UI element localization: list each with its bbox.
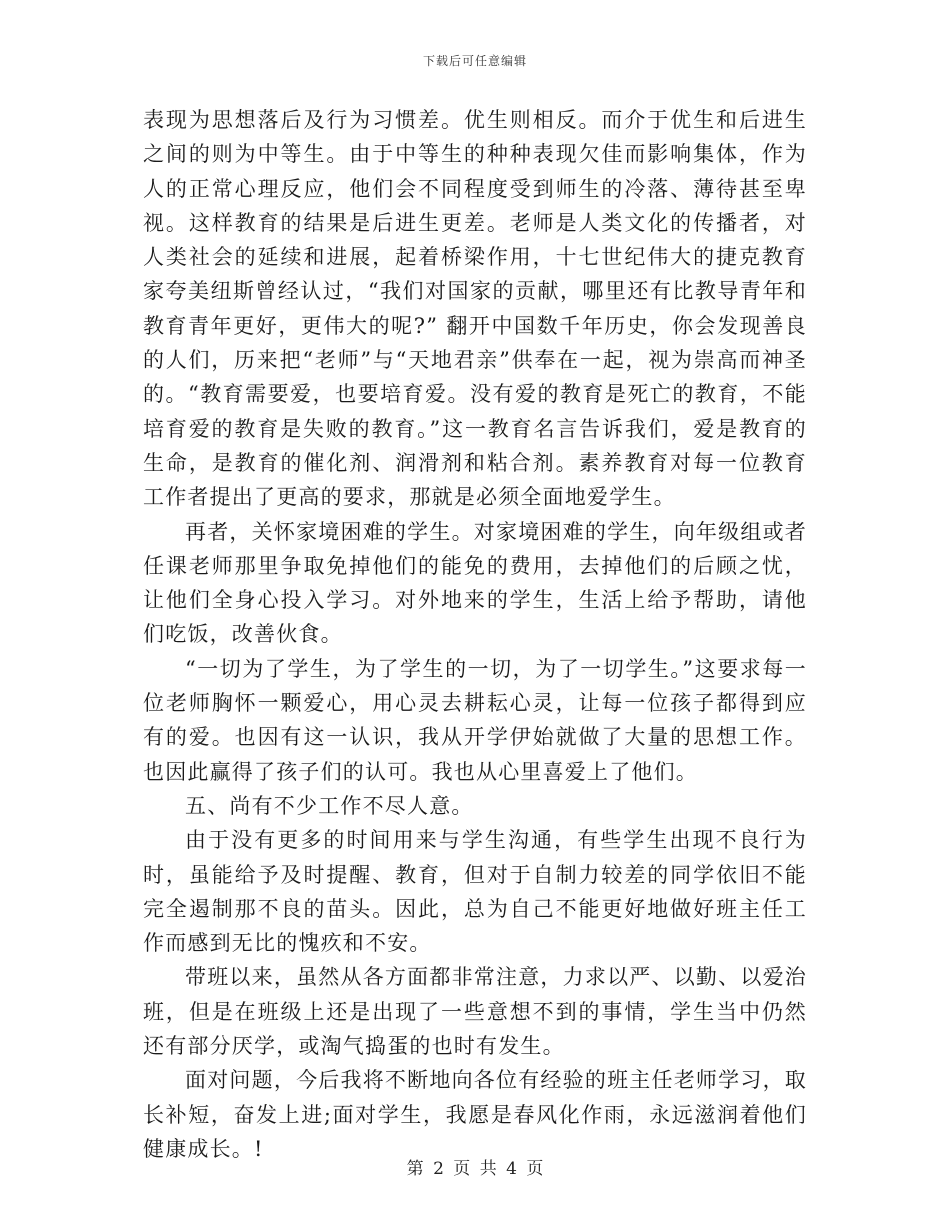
paragraph-4: 由于没有更多的时间用来与学生沟通，有些学生出现不良行为时，虽能给予及时提醒、教育，但对于自制力较差的同学依旧不能完全遏制那不良的苗头。因此，总为自己不能更好地做好班主任工作而感到无比的愧疚和不安。 (143, 828, 807, 956)
paragraph-1: 表现为思想落后及行为习惯差。优生则相反。而介于优生和后进生之间的则为中等生。由于中等生的种种表现欠佳而影响集体，作为人的正常心理反应，他们会不同程度受到师生的冷落、薄待甚至卑视。这样教育的结果是后进生更差。老师是人类文化的传播者，对人类社会的延续和进展，起着桥梁作用，十七世纪伟大的捷克教育家夸美纽斯曾经认过，“我们对国家的贡献，哪里还有比教导青年和教育青年更好，更伟大的呢?” 翻开中国数千年历史，你会发现善良的人们，历来把“老师”与“天地君亲”供奉在一起，视为崇高而神圣的。“教育需要爱，也要培育爱。没有爱的教育是死亡的教育，不能培育爱的教育是失败的教育。”这一教育名言告诉我们，爱是教育的生命，是教育的催化剂、润滑剂和粘合剂。素养教育对每一位教育工作者提出了更高的要求，那就是必须全面地爱学生。 (143, 108, 807, 510)
paragraph-5: 带班以来，虽然从各方面都非常注意，力求以严、以勤、以爱治班，但是在班级上还是出现了一些意想不到的事情，学生当中仍然还有部分厌学，或淘气捣蛋的也时有发生。 (143, 965, 807, 1059)
paragraph-3: “一切为了学生，为了学生的一切，为了一切学生。”这要求每一位老师胸怀一颗爱心，用心灵去耕耘心灵，让每一位孩子都得到应有的爱。也因有这一认识，我从开学伊始就做了大量的思想工作。也因此赢得了孩子们的认可。我也从心里喜爱上了他们。 (143, 656, 807, 784)
paragraph-6: 面对问题，今后我将不断地向各位有经验的班主任老师学习，取长补短，奋发上进;面对学生，我愿是春风化作雨，永远滋润着他们健康成长。! (143, 1068, 807, 1161)
page-number-footer: 第 2 页 共 4 页 (406, 1159, 544, 1179)
section-heading: 五、尚有不少工作不尽人意。 (185, 793, 474, 818)
document-body (143, 103, 807, 1166)
paragraph-2: 再者，关怀家境困难的学生。对家境困难的学生，向年级组或者任课老师那里争取免掉他们的能免的费用，去掉他们的后顾之忧，让他们全身心投入学习。对外地来的学生，生活上给予帮助，请他们吃饭，改善伙食。 (143, 519, 807, 647)
page-header: 下载后可任意编辑 (422, 54, 527, 68)
